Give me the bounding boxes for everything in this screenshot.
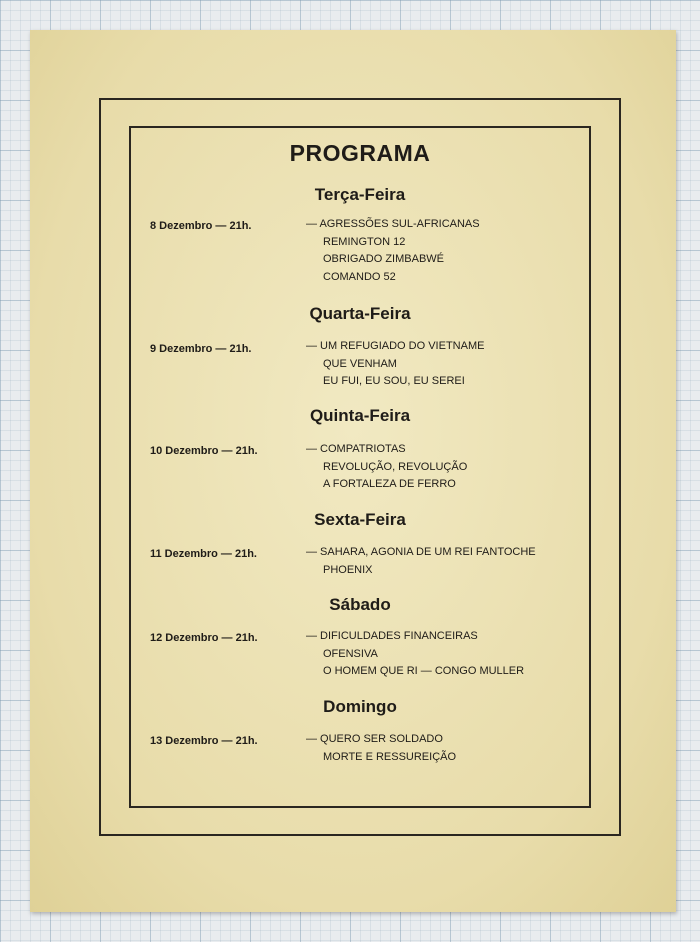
film-title: OFENSIVA xyxy=(323,647,378,660)
day-heading-sunday: Domingo xyxy=(323,697,397,716)
film-title: REMINGTON 12 xyxy=(323,235,406,248)
date-tuesday: 8 Dezembro — 21h. xyxy=(150,220,252,232)
films-sunday xyxy=(306,731,586,766)
date-sunday: 13 Dezembro — 21h. xyxy=(150,735,258,747)
film-title: O HOMEM QUE RI — CONGO MULLER xyxy=(323,665,525,677)
films-tuesday xyxy=(306,216,586,286)
film-title: MORTE E RESSUREIÇÃO xyxy=(323,750,457,763)
film-title: QUE VENHAM xyxy=(323,357,397,370)
film-title: — QUERO SER SOLDADO xyxy=(306,733,443,745)
page-title: PROGRAMA xyxy=(289,140,431,166)
film-title: COMANDO 52 xyxy=(323,270,396,283)
film-title: PHOENIX xyxy=(323,563,373,576)
day-heading-friday: Sexta-Feira xyxy=(314,510,406,529)
film-title: — DIFICULDADES FINANCEIRAS xyxy=(306,630,478,642)
film-title: OBRIGADO ZIMBABWÉ xyxy=(323,253,445,265)
film-title: A FORTALEZA DE FERRO xyxy=(323,478,456,490)
date-thursday: 10 Dezembro — 21h. xyxy=(150,445,258,457)
date-saturday: 12 Dezembro — 21h. xyxy=(150,632,258,644)
films-friday xyxy=(306,544,586,579)
date-friday: 11 Dezembro — 21h. xyxy=(150,548,257,560)
date-wednesday: 9 Dezembro — 21h. xyxy=(150,343,252,355)
films-wednesday xyxy=(306,338,586,391)
day-heading-thursday: Quinta-Feira xyxy=(309,406,411,425)
film-title: — UM REFUGIADO DO VIETNAME xyxy=(306,340,485,352)
film-title: EU FUI, EU SOU, EU SEREI xyxy=(323,375,465,387)
films-saturday xyxy=(306,628,586,681)
film-title: — AGRESSÕES SUL-AFRICANAS xyxy=(306,218,480,230)
day-heading-wednesday: Quarta-Feira xyxy=(309,304,411,323)
films-thursday xyxy=(306,441,586,494)
film-title: REVOLUÇÃO, REVOLUÇÃO xyxy=(323,460,468,473)
day-heading-saturday: Sábado xyxy=(329,595,391,614)
film-title: — SAHARA, AGONIA DE UM REI FANTOCHE xyxy=(306,546,536,558)
film-title: — COMPATRIOTAS xyxy=(306,443,406,455)
day-heading-tuesday: Terça-Feira xyxy=(314,185,406,204)
